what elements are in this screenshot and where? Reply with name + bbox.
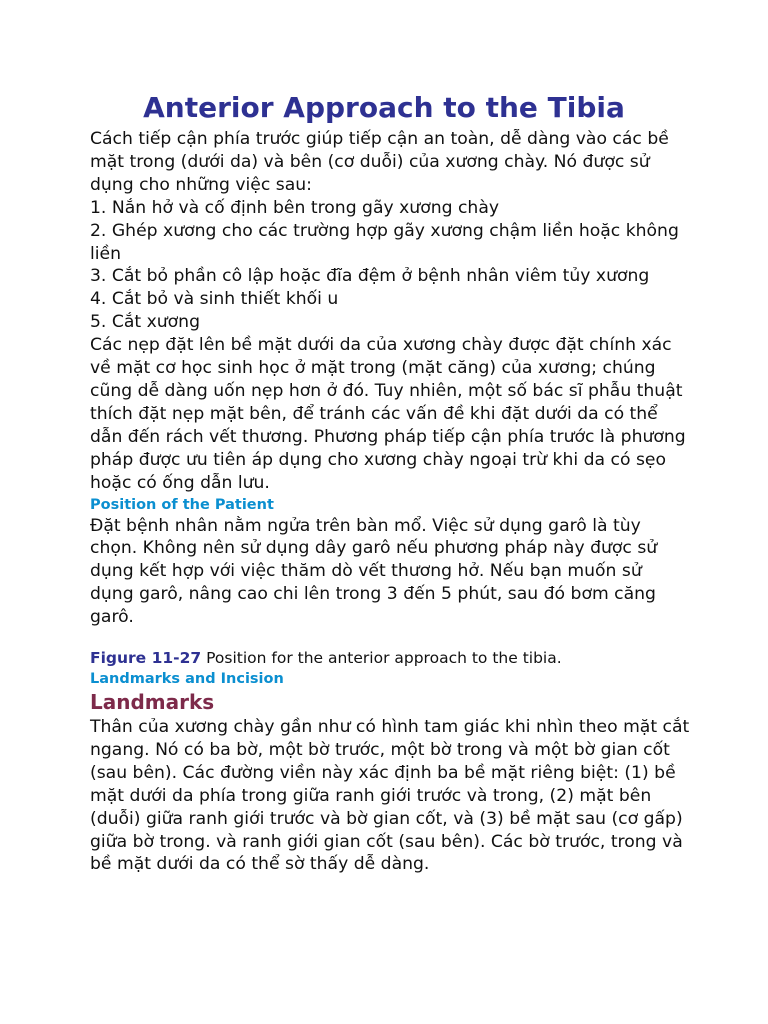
spacer (90, 629, 690, 647)
document-title: Anterior Approach to the Tibia (143, 91, 625, 124)
document-page (90, 88, 690, 876)
list-item: 5. Cắt xương (90, 312, 200, 333)
list-item: 2. Ghép xương cho các trường hợp gãy xương chậm liền hoặc không liền (90, 220, 679, 264)
landmarks-heading: Landmarks (90, 690, 215, 715)
figure-caption: Position for the anterior approach to the tibia. (201, 649, 562, 668)
list-item: 3. Cắt bỏ phần cô lập hoặc đĩa đệm ở bệnh nhân viêm tủy xương (90, 266, 650, 287)
landmarks-incision-heading: Landmarks and Incision (90, 671, 284, 688)
intro-paragraph: Cách tiếp cận phía trước giúp tiếp cận an toàn, dễ dàng vào các bề mặt trong (dưới da) và bên (cơ duỗi) của xương chày. Nó được sử dụng cho những việc sau: (90, 129, 669, 195)
position-heading: Position of the Patient (90, 496, 274, 513)
figure-label: Figure 11-27 (90, 649, 202, 668)
list-item: 1. Nắn hở và cố định bên trong gãy xương chày (90, 197, 500, 218)
uses-list (90, 197, 690, 334)
list-item: 4. Cắt bỏ và sinh thiết khối u (90, 289, 339, 310)
figure-caption-line (90, 647, 690, 669)
landmarks-paragraph: Thân của xương chày gần như có hình tam giác khi nhìn theo mặt cắt ngang. Nó có ba bờ, một bờ trước, một bờ trong và một bờ gian cốt (sau bên). Các đường viền này xác định ba bề mặt riêng biệt: (1) bề mặt dưới da phía trong giữa ranh giới trước và trong, (2) mặt bên (duỗi) giữa ranh giới trước và bờ gian cốt, và (3) bề mặt sau (cơ gấp) giữa bờ trong. và ranh giới gian cốt (sau bên). Các bờ trước, trong và bề mặt dưới da có thể sờ thấy dễ dàng. (90, 717, 690, 875)
position-paragraph: Đặt bệnh nhân nằm ngửa trên bàn mổ. Việc sử dụng garô là tùy chọn. Không nên sử dụng dây garô nếu phương pháp này được sử dụng kết hợp với việc thăm dò vết thương hở. Nếu bạn muốn sử dụng garô, nâng cao chi lên trong 3 đến 5 phút, sau đó bơm căng garô. (90, 515, 658, 628)
plates-paragraph: Các nẹp đặt lên bề mặt dưới da của xương chày được đặt chính xác về mặt cơ học sinh học ở mặt trong (mặt căng) của xương; chúng cũng dễ dàng uốn nẹp hơn ở đó. Tuy nhiên, một số bác sĩ phẫu thuật thích đặt nẹp mặt bên, để tránh các vấn đề khi đặt dưới da có thể dẫn đến rách vết thương. Phương pháp tiếp cận phía trước là phương pháp được ưu tiên áp dụng cho xương chày ngoại trừ khi da có sẹo hoặc có ống dẫn lưu. (90, 335, 686, 493)
